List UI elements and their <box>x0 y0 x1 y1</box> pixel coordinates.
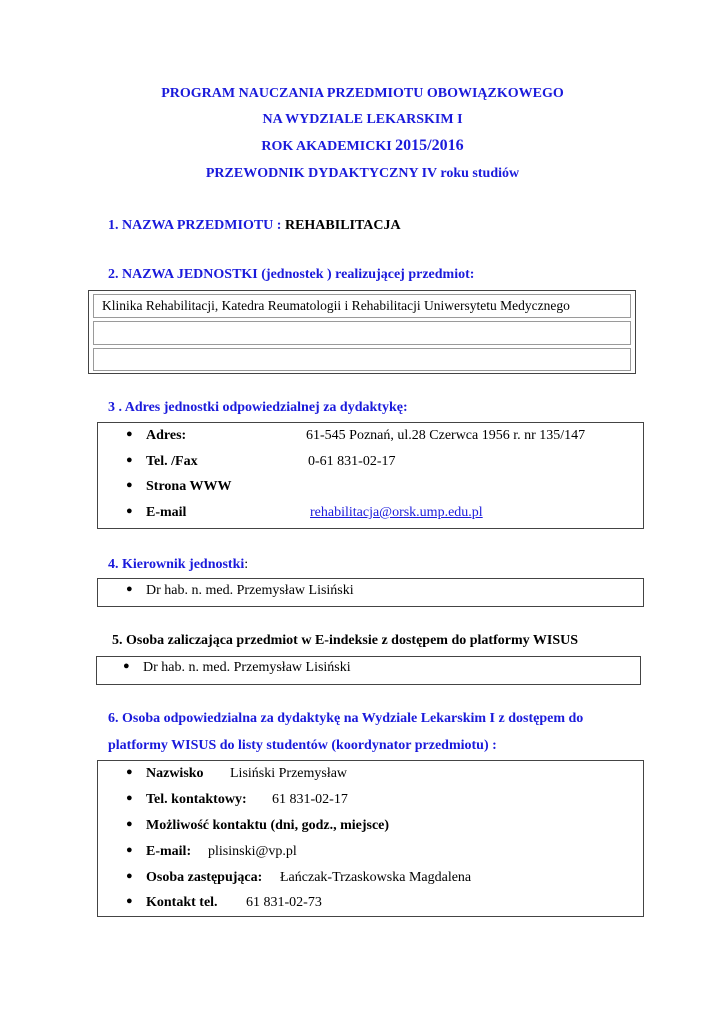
address-label: Adres: <box>146 428 187 443</box>
unit-name-box <box>88 290 636 374</box>
bullet-icon: ● <box>126 479 133 491</box>
substitute-phone-label: Kontakt tel. <box>146 895 218 910</box>
unit-head-name: Dr hab. n. med. Przemysław Lisiński <box>146 583 354 598</box>
bullet-icon: ● <box>126 454 133 466</box>
subject-name-label: 1. NAZWA PRZEDMIOTU : <box>108 218 285 233</box>
website-label: Strona WWW <box>146 479 232 494</box>
unit-head-colon: : <box>244 557 249 572</box>
substitute-value: Łańczak-Trzaskowska Magdalena <box>280 870 472 885</box>
program-title: PROGRAM NAUCZANIA PRZEDMIOTU OBOWIĄZKOWEGO <box>161 86 564 101</box>
unit-head-box <box>97 578 644 607</box>
academic-year-label: ROK AKADEMICKI <box>261 139 396 154</box>
address-box <box>97 422 644 529</box>
unit-name-row <box>93 348 631 371</box>
phone-fax-label: Tel. /Fax <box>146 454 198 469</box>
substitute-label: Osoba zastępująca: <box>146 870 263 885</box>
coordinator-box <box>97 760 644 917</box>
section-2-heading: 2. NAZWA JEDNOSTKI (jednostek ) realizującej przedmiot: <box>108 267 475 282</box>
unit-name-row: Klinika Rehabilitacji, Katedra Reumatologii i Rehabilitacji Uniwersytetu Medycznego <box>93 294 631 318</box>
unit-name-row <box>93 321 631 345</box>
faculty-title: NA WYDZIALE LEKARSKIM I <box>262 112 463 127</box>
bullet-icon: ● <box>126 870 133 882</box>
bullet-icon: ● <box>126 505 133 517</box>
section-1-heading <box>108 218 401 234</box>
contact-availability-label: Możliwość kontaktu (dni, godz., miejsce) <box>146 818 390 833</box>
bullet-icon: ● <box>126 818 133 830</box>
section-3-heading: 3 . Adres jednostki odpowiedzialnej za dydaktykę: <box>108 400 408 415</box>
guide-title: PRZEWODNIK DYDAKTYCZNY IV roku studiów <box>205 166 520 181</box>
subject-name-value: REHABILITACJA <box>284 218 401 233</box>
coordinator-email-value: plisinski@vp.pl <box>208 844 297 859</box>
academic-year-value: 2015/2016 <box>395 137 464 154</box>
academic-year <box>0 137 725 155</box>
address-value: 61-545 Poznań, ul.28 Czerwca 1956 r. nr 135/147 <box>306 428 586 443</box>
section-4-heading <box>108 557 248 573</box>
section-6-heading-line1: 6. Osoba odpowiedzialna za dydaktykę na Wydziale Lekarskim I z dostępem do <box>108 711 584 726</box>
email-label: E-mail <box>146 505 187 520</box>
surname-value: Lisiński Przemysław <box>230 766 348 781</box>
bullet-icon: ● <box>126 895 133 907</box>
email-link[interactable]: rehabilitacja@orsk.ump.edu.pl <box>310 505 483 520</box>
bullet-icon: ● <box>126 766 133 778</box>
bullet-icon: ● <box>126 583 133 595</box>
section-6-heading-line2: platformy WISUS do listy studentów (koordynator przedmiotu) : <box>108 738 497 753</box>
unit-head-label: 4. Kierownik jednostki <box>108 557 245 572</box>
contact-phone-value: 61 831-02-17 <box>272 792 348 807</box>
bullet-icon: ● <box>126 844 133 856</box>
coordinator-email-label: E-mail: <box>146 844 192 859</box>
phone-fax-value: 0-61 831-02-17 <box>308 454 396 469</box>
contact-phone-label: Tel. kontaktowy: <box>146 792 247 807</box>
e-index-person-box <box>96 656 641 685</box>
surname-label: Nazwisko <box>146 766 204 781</box>
bullet-icon: ● <box>123 660 130 672</box>
bullet-icon: ● <box>126 428 133 440</box>
e-index-person-name: Dr hab. n. med. Przemysław Lisiński <box>143 660 351 675</box>
bullet-icon: ● <box>126 792 133 804</box>
substitute-phone-value: 61 831-02-73 <box>246 895 322 910</box>
section-5-heading: 5. Osoba zaliczająca przedmiot w E-indeksie z dostępem do platformy WISUS <box>112 633 578 648</box>
